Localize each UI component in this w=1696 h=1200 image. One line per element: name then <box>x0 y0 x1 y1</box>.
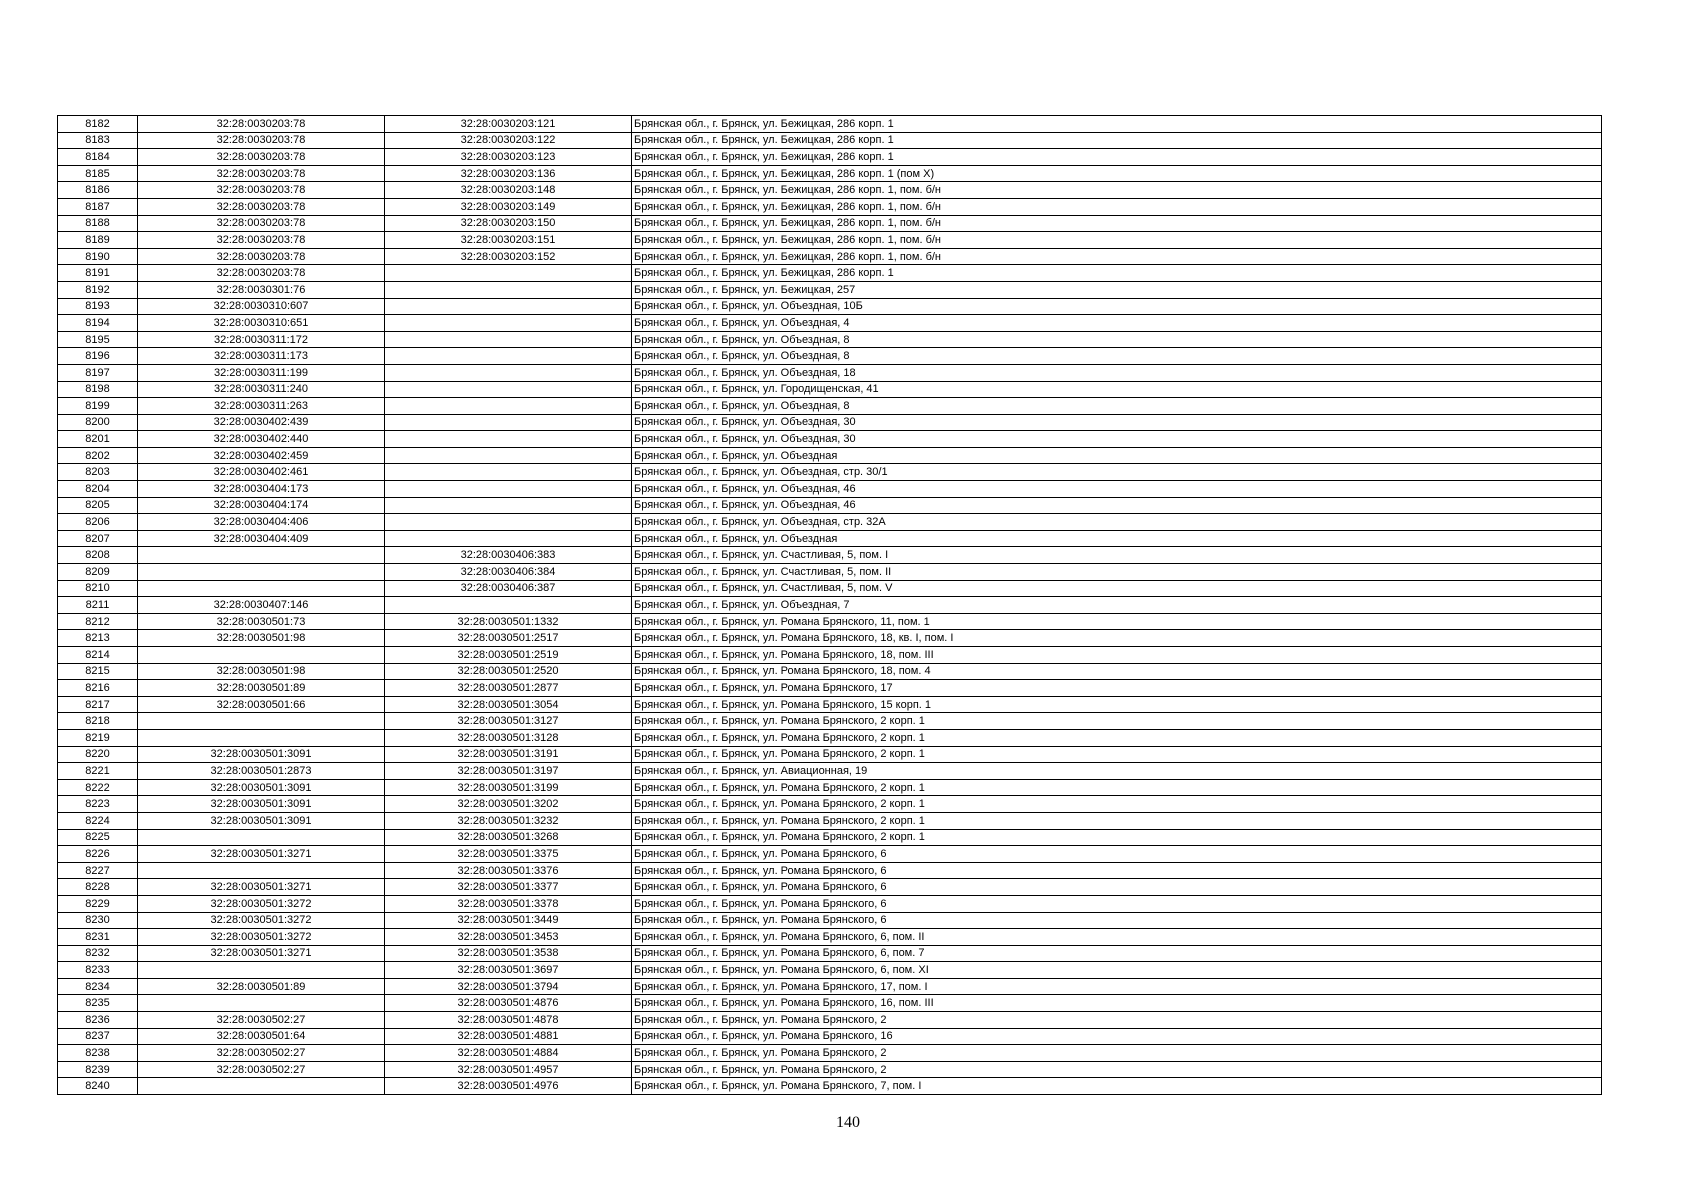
land-cadastral-number-cell: 32:28:0030501:98 <box>138 663 385 680</box>
object-cadastral-number-cell: 32:28:0030203:122 <box>385 132 632 149</box>
table-row <box>58 846 1602 863</box>
table-row <box>58 215 1602 232</box>
address-cell: Брянская обл., г. Брянск, ул. Романа Брянского, 6 <box>632 879 1602 896</box>
address-cell: Брянская обл., г. Брянск, ул. Бежицкая, 286 корп. 1, пом. б/н <box>632 232 1602 249</box>
land-cadastral-number-cell <box>138 713 385 730</box>
object-cadastral-number-cell: 32:28:0030203:123 <box>385 149 632 166</box>
table-row <box>58 232 1602 249</box>
land-cadastral-number-cell <box>138 995 385 1012</box>
address-cell: Брянская обл., г. Брянск, ул. Романа Брянского, 15 корп. 1 <box>632 696 1602 713</box>
object-cadastral-number-cell <box>385 331 632 348</box>
row-number-cell: 8220 <box>58 746 138 763</box>
row-number-cell: 8228 <box>58 879 138 896</box>
table-row <box>58 414 1602 431</box>
object-cadastral-number-cell <box>385 431 632 448</box>
land-cadastral-number-cell: 32:28:0030501:3271 <box>138 945 385 962</box>
object-cadastral-number-cell: 32:28:0030406:387 <box>385 580 632 597</box>
row-number-cell: 8205 <box>58 497 138 514</box>
object-cadastral-number-cell: 32:28:0030501:3127 <box>385 713 632 730</box>
address-cell: Брянская обл., г. Брянск, ул. Романа Брянского, 2 <box>632 1061 1602 1078</box>
land-cadastral-number-cell: 32:28:0030203:78 <box>138 182 385 199</box>
land-cadastral-number-cell: 32:28:0030311:240 <box>138 381 385 398</box>
land-cadastral-number-cell: 32:28:0030501:3272 <box>138 912 385 929</box>
object-cadastral-number-cell <box>385 281 632 298</box>
land-cadastral-number-cell: 32:28:0030203:78 <box>138 149 385 166</box>
address-cell: Брянская обл., г. Брянск, ул. Романа Брянского, 2 <box>632 1012 1602 1029</box>
object-cadastral-number-cell <box>385 414 632 431</box>
row-number-cell: 8202 <box>58 447 138 464</box>
land-cadastral-number-cell: 32:28:0030501:3272 <box>138 895 385 912</box>
table-row <box>58 912 1602 929</box>
object-cadastral-number-cell: 32:28:0030501:3376 <box>385 862 632 879</box>
address-cell: Брянская обл., г. Брянск, ул. Объездная, 10Б <box>632 298 1602 315</box>
land-cadastral-number-cell: 32:28:0030402:439 <box>138 414 385 431</box>
address-cell: Брянская обл., г. Брянск, ул. Романа Брянского, 16, пом. III <box>632 995 1602 1012</box>
row-number-cell: 8196 <box>58 348 138 365</box>
object-cadastral-number-cell <box>385 530 632 547</box>
object-cadastral-number-cell: 32:28:0030203:148 <box>385 182 632 199</box>
address-cell: Брянская обл., г. Брянск, ул. Объездная, 30 <box>632 414 1602 431</box>
address-cell: Брянская обл., г. Брянск, ул. Объездная, 4 <box>632 315 1602 332</box>
land-cadastral-number-cell: 32:28:0030501:98 <box>138 630 385 647</box>
object-cadastral-number-cell: 32:28:0030501:4878 <box>385 1012 632 1029</box>
land-cadastral-number-cell <box>138 580 385 597</box>
row-number-cell: 8240 <box>58 1078 138 1095</box>
object-cadastral-number-cell: 32:28:0030501:3375 <box>385 846 632 863</box>
object-cadastral-number-cell <box>385 265 632 282</box>
row-number-cell: 8195 <box>58 331 138 348</box>
row-number-cell: 8199 <box>58 398 138 415</box>
land-cadastral-number-cell: 32:28:0030407:146 <box>138 597 385 614</box>
row-number-cell: 8193 <box>58 298 138 315</box>
land-cadastral-number-cell: 32:28:0030501:3271 <box>138 879 385 896</box>
row-number-cell: 8211 <box>58 597 138 614</box>
object-cadastral-number-cell <box>385 298 632 315</box>
table-row <box>58 1012 1602 1029</box>
table-row <box>58 763 1602 780</box>
row-number-cell: 8235 <box>58 995 138 1012</box>
row-number-cell: 8217 <box>58 696 138 713</box>
table-row <box>58 182 1602 199</box>
land-cadastral-number-cell: 32:28:0030501:3271 <box>138 846 385 863</box>
table-row <box>58 1045 1602 1062</box>
table-row <box>58 680 1602 697</box>
land-cadastral-number-cell: 32:28:0030203:78 <box>138 248 385 265</box>
land-cadastral-number-cell: 32:28:0030203:78 <box>138 198 385 215</box>
row-number-cell: 8223 <box>58 796 138 813</box>
row-number-cell: 8232 <box>58 945 138 962</box>
land-cadastral-number-cell: 32:28:0030501:3272 <box>138 929 385 946</box>
object-cadastral-number-cell: 32:28:0030203:150 <box>385 215 632 232</box>
object-cadastral-number-cell: 32:28:0030501:4876 <box>385 995 632 1012</box>
table-body <box>58 116 1602 1095</box>
address-cell: Брянская обл., г. Брянск, ул. Романа Брянского, 17, пом. I <box>632 978 1602 995</box>
row-number-cell: 8231 <box>58 929 138 946</box>
table-row <box>58 514 1602 531</box>
land-cadastral-number-cell: 32:28:0030501:64 <box>138 1028 385 1045</box>
object-cadastral-number-cell: 32:28:0030501:3794 <box>385 978 632 995</box>
address-cell: Брянская обл., г. Брянск, ул. Бежицкая, 286 корп. 1 <box>632 132 1602 149</box>
land-cadastral-number-cell: 32:28:0030402:461 <box>138 464 385 481</box>
address-cell: Брянская обл., г. Брянск, ул. Романа Брянского, 2 корп. 1 <box>632 713 1602 730</box>
address-cell: Брянская обл., г. Брянск, ул. Объездная, 30 <box>632 431 1602 448</box>
table-row <box>58 298 1602 315</box>
cadastral-table <box>57 115 1602 1095</box>
table-row <box>58 364 1602 381</box>
table-row <box>58 149 1602 166</box>
row-number-cell: 8198 <box>58 381 138 398</box>
row-number-cell: 8237 <box>58 1028 138 1045</box>
object-cadastral-number-cell <box>385 497 632 514</box>
object-cadastral-number-cell: 32:28:0030406:384 <box>385 564 632 581</box>
object-cadastral-number-cell: 32:28:0030501:3268 <box>385 829 632 846</box>
table-row <box>58 547 1602 564</box>
object-cadastral-number-cell <box>385 481 632 498</box>
land-cadastral-number-cell: 32:28:0030501:66 <box>138 696 385 713</box>
table-row <box>58 447 1602 464</box>
row-number-cell: 8186 <box>58 182 138 199</box>
row-number-cell: 8221 <box>58 763 138 780</box>
row-number-cell: 8191 <box>58 265 138 282</box>
land-cadastral-number-cell: 32:28:0030311:263 <box>138 398 385 415</box>
row-number-cell: 8224 <box>58 812 138 829</box>
row-number-cell: 8189 <box>58 232 138 249</box>
table-row <box>58 265 1602 282</box>
table-row <box>58 580 1602 597</box>
land-cadastral-number-cell: 32:28:0030501:3091 <box>138 812 385 829</box>
land-cadastral-number-cell: 32:28:0030501:3091 <box>138 796 385 813</box>
row-number-cell: 8236 <box>58 1012 138 1029</box>
address-cell: Брянская обл., г. Брянск, ул. Романа Брянского, 6 <box>632 846 1602 863</box>
table-row <box>58 962 1602 979</box>
land-cadastral-number-cell: 32:28:0030501:2873 <box>138 763 385 780</box>
object-cadastral-number-cell: 32:28:0030501:4976 <box>385 1078 632 1095</box>
address-cell: Брянская обл., г. Брянск, ул. Объездная, 46 <box>632 481 1602 498</box>
address-cell: Брянская обл., г. Брянск, ул. Романа Брянского, 18, пом. III <box>632 647 1602 664</box>
table-row <box>58 132 1602 149</box>
object-cadastral-number-cell: 32:28:0030203:151 <box>385 232 632 249</box>
address-cell: Брянская обл., г. Брянск, ул. Романа Брянского, 11, пом. 1 <box>632 613 1602 630</box>
land-cadastral-number-cell: 32:28:0030502:27 <box>138 1045 385 1062</box>
address-cell: Брянская обл., г. Брянск, ул. Бежицкая, 286 корп. 1 <box>632 116 1602 133</box>
table-row <box>58 796 1602 813</box>
land-cadastral-number-cell <box>138 729 385 746</box>
object-cadastral-number-cell: 32:28:0030501:3453 <box>385 929 632 946</box>
row-number-cell: 8209 <box>58 564 138 581</box>
land-cadastral-number-cell: 32:28:0030310:651 <box>138 315 385 332</box>
address-cell: Брянская обл., г. Брянск, ул. Бежицкая, 286 корп. 1, пом. б/н <box>632 248 1602 265</box>
address-cell: Брянская обл., г. Брянск, ул. Счастливая, 5, пом. II <box>632 564 1602 581</box>
row-number-cell: 8212 <box>58 613 138 630</box>
object-cadastral-number-cell: 32:28:0030501:2877 <box>385 680 632 697</box>
table-row <box>58 945 1602 962</box>
address-cell: Брянская обл., г. Брянск, ул. Романа Брянского, 6, пом. II <box>632 929 1602 946</box>
address-cell: Брянская обл., г. Брянск, ул. Бежицкая, 286 корп. 1 <box>632 149 1602 166</box>
address-cell: Брянская обл., г. Брянск, ул. Объездная, 8 <box>632 398 1602 415</box>
address-cell: Брянская обл., г. Брянск, ул. Романа Брянского, 6 <box>632 912 1602 929</box>
object-cadastral-number-cell: 32:28:0030203:136 <box>385 165 632 182</box>
land-cadastral-number-cell <box>138 564 385 581</box>
row-number-cell: 8182 <box>58 116 138 133</box>
row-number-cell: 8206 <box>58 514 138 531</box>
address-cell: Брянская обл., г. Брянск, ул. Объездная, стр. 30/1 <box>632 464 1602 481</box>
row-number-cell: 8194 <box>58 315 138 332</box>
address-cell: Брянская обл., г. Брянск, ул. Романа Брянского, 17 <box>632 680 1602 697</box>
address-cell: Брянская обл., г. Брянск, ул. Романа Брянского, 6 <box>632 862 1602 879</box>
object-cadastral-number-cell <box>385 381 632 398</box>
row-number-cell: 8197 <box>58 364 138 381</box>
address-cell: Брянская обл., г. Брянск, ул. Бежицкая, 286 корп. 1 (пом X) <box>632 165 1602 182</box>
object-cadastral-number-cell <box>385 464 632 481</box>
land-cadastral-number-cell: 32:28:0030402:459 <box>138 447 385 464</box>
row-number-cell: 8188 <box>58 215 138 232</box>
address-cell: Брянская обл., г. Брянск, ул. Романа Брянского, 18, кв. I, пом. I <box>632 630 1602 647</box>
land-cadastral-number-cell: 32:28:0030203:78 <box>138 232 385 249</box>
address-cell: Брянская обл., г. Брянск, ул. Бежицкая, 286 корп. 1, пом. б/н <box>632 182 1602 199</box>
object-cadastral-number-cell: 32:28:0030203:121 <box>385 116 632 133</box>
row-number-cell: 8190 <box>58 248 138 265</box>
object-cadastral-number-cell: 32:28:0030501:3197 <box>385 763 632 780</box>
address-cell: Брянская обл., г. Брянск, ул. Романа Брянского, 2 корп. 1 <box>632 829 1602 846</box>
land-cadastral-number-cell <box>138 862 385 879</box>
row-number-cell: 8183 <box>58 132 138 149</box>
address-cell: Брянская обл., г. Брянск, ул. Городищенская, 41 <box>632 381 1602 398</box>
row-number-cell: 8216 <box>58 680 138 697</box>
address-cell: Брянская обл., г. Брянск, ул. Объездная, 7 <box>632 597 1602 614</box>
table-row <box>58 597 1602 614</box>
row-number-cell: 8192 <box>58 281 138 298</box>
row-number-cell: 8230 <box>58 912 138 929</box>
object-cadastral-number-cell: 32:28:0030501:2519 <box>385 647 632 664</box>
land-cadastral-number-cell: 32:28:0030301:76 <box>138 281 385 298</box>
table-row <box>58 116 1602 133</box>
table-row <box>58 729 1602 746</box>
table-row <box>58 696 1602 713</box>
object-cadastral-number-cell: 32:28:0030501:3199 <box>385 779 632 796</box>
table-row <box>58 331 1602 348</box>
object-cadastral-number-cell: 32:28:0030501:3232 <box>385 812 632 829</box>
object-cadastral-number-cell: 32:28:0030203:149 <box>385 198 632 215</box>
object-cadastral-number-cell: 32:28:0030501:3377 <box>385 879 632 896</box>
row-number-cell: 8203 <box>58 464 138 481</box>
table-row <box>58 348 1602 365</box>
object-cadastral-number-cell: 32:28:0030406:383 <box>385 547 632 564</box>
object-cadastral-number-cell: 32:28:0030501:4884 <box>385 1045 632 1062</box>
table-row <box>58 829 1602 846</box>
row-number-cell: 8227 <box>58 862 138 879</box>
table-row <box>58 165 1602 182</box>
table-row <box>58 647 1602 664</box>
row-number-cell: 8215 <box>58 663 138 680</box>
table-row <box>58 431 1602 448</box>
land-cadastral-number-cell <box>138 547 385 564</box>
table-row <box>58 929 1602 946</box>
table-row <box>58 381 1602 398</box>
land-cadastral-number-cell: 32:28:0030402:440 <box>138 431 385 448</box>
address-cell: Брянская обл., г. Брянск, ул. Объездная, 18 <box>632 364 1602 381</box>
address-cell: Брянская обл., г. Брянск, ул. Романа Брянского, 2 корп. 1 <box>632 729 1602 746</box>
table-row <box>58 564 1602 581</box>
object-cadastral-number-cell <box>385 348 632 365</box>
object-cadastral-number-cell: 32:28:0030501:3128 <box>385 729 632 746</box>
row-number-cell: 8219 <box>58 729 138 746</box>
row-number-cell: 8204 <box>58 481 138 498</box>
table-row <box>58 481 1602 498</box>
table-row <box>58 713 1602 730</box>
land-cadastral-number-cell: 32:28:0030404:406 <box>138 514 385 531</box>
row-number-cell: 8229 <box>58 895 138 912</box>
land-cadastral-number-cell: 32:28:0030311:172 <box>138 331 385 348</box>
row-number-cell: 8218 <box>58 713 138 730</box>
address-cell: Брянская обл., г. Брянск, ул. Объездная <box>632 530 1602 547</box>
table-row <box>58 198 1602 215</box>
page-number: 140 <box>836 1114 860 1131</box>
address-cell: Брянская обл., г. Брянск, ул. Романа Брянского, 18, пом. 4 <box>632 663 1602 680</box>
address-cell: Брянская обл., г. Брянск, ул. Счастливая, 5, пом. V <box>632 580 1602 597</box>
object-cadastral-number-cell <box>385 597 632 614</box>
land-cadastral-number-cell: 32:28:0030203:78 <box>138 215 385 232</box>
table-row <box>58 630 1602 647</box>
land-cadastral-number-cell: 32:28:0030203:78 <box>138 132 385 149</box>
land-cadastral-number-cell: 32:28:0030311:199 <box>138 364 385 381</box>
land-cadastral-number-cell: 32:28:0030501:73 <box>138 613 385 630</box>
land-cadastral-number-cell <box>138 829 385 846</box>
address-cell: Брянская обл., г. Брянск, ул. Романа Брянского, 2 корп. 1 <box>632 746 1602 763</box>
land-cadastral-number-cell: 32:28:0030502:27 <box>138 1061 385 1078</box>
row-number-cell: 8210 <box>58 580 138 597</box>
row-number-cell: 8185 <box>58 165 138 182</box>
table-row <box>58 978 1602 995</box>
row-number-cell: 8184 <box>58 149 138 166</box>
row-number-cell: 8238 <box>58 1045 138 1062</box>
address-cell: Брянская обл., г. Брянск, ул. Романа Брянского, 2 корп. 1 <box>632 796 1602 813</box>
land-cadastral-number-cell: 32:28:0030203:78 <box>138 116 385 133</box>
table-row <box>58 1061 1602 1078</box>
address-cell: Брянская обл., г. Брянск, ул. Бежицкая, 286 корп. 1, пом. б/н <box>632 215 1602 232</box>
address-cell: Брянская обл., г. Брянск, ул. Романа Брянского, 6, пом. XI <box>632 962 1602 979</box>
table-row <box>58 1028 1602 1045</box>
address-cell: Брянская обл., г. Брянск, ул. Романа Брянского, 6 <box>632 895 1602 912</box>
land-cadastral-number-cell: 32:28:0030501:3091 <box>138 779 385 796</box>
row-number-cell: 8187 <box>58 198 138 215</box>
object-cadastral-number-cell: 32:28:0030501:1332 <box>385 613 632 630</box>
land-cadastral-number-cell: 32:28:0030501:89 <box>138 978 385 995</box>
row-number-cell: 8213 <box>58 630 138 647</box>
row-number-cell: 8207 <box>58 530 138 547</box>
address-cell: Брянская обл., г. Брянск, ул. Счастливая, 5, пом. I <box>632 547 1602 564</box>
address-cell: Брянская обл., г. Брянск, ул. Объездная, 8 <box>632 348 1602 365</box>
object-cadastral-number-cell <box>385 398 632 415</box>
address-cell: Брянская обл., г. Брянск, ул. Объездная, 46 <box>632 497 1602 514</box>
table-row <box>58 464 1602 481</box>
land-cadastral-number-cell <box>138 1078 385 1095</box>
table-row <box>58 995 1602 1012</box>
row-number-cell: 8200 <box>58 414 138 431</box>
table-row <box>58 1078 1602 1095</box>
land-cadastral-number-cell: 32:28:0030404:409 <box>138 530 385 547</box>
table-row <box>58 663 1602 680</box>
address-cell: Брянская обл., г. Брянск, ул. Романа Брянского, 2 <box>632 1045 1602 1062</box>
object-cadastral-number-cell: 32:28:0030203:152 <box>385 248 632 265</box>
address-cell: Брянская обл., г. Брянск, ул. Объездная, стр. 32А <box>632 514 1602 531</box>
address-cell: Брянская обл., г. Брянск, ул. Объездная <box>632 447 1602 464</box>
object-cadastral-number-cell: 32:28:0030501:3054 <box>385 696 632 713</box>
land-cadastral-number-cell <box>138 962 385 979</box>
address-cell: Брянская обл., г. Брянск, ул. Романа Брянского, 6, пом. 7 <box>632 945 1602 962</box>
object-cadastral-number-cell: 32:28:0030501:4957 <box>385 1061 632 1078</box>
object-cadastral-number-cell: 32:28:0030501:4881 <box>385 1028 632 1045</box>
address-cell: Брянская обл., г. Брянск, ул. Романа Брянского, 16 <box>632 1028 1602 1045</box>
row-number-cell: 8226 <box>58 846 138 863</box>
table-row <box>58 879 1602 896</box>
land-cadastral-number-cell: 32:28:0030310:607 <box>138 298 385 315</box>
object-cadastral-number-cell: 32:28:0030501:3538 <box>385 945 632 962</box>
address-cell: Брянская обл., г. Брянск, ул. Бежицкая, 257 <box>632 281 1602 298</box>
address-cell: Брянская обл., г. Брянск, ул. Бежицкая, 286 корп. 1, пом. б/н <box>632 198 1602 215</box>
row-number-cell: 8239 <box>58 1061 138 1078</box>
address-cell: Брянская обл., г. Брянск, ул. Бежицкая, 286 корп. 1 <box>632 265 1602 282</box>
object-cadastral-number-cell: 32:28:0030501:2517 <box>385 630 632 647</box>
row-number-cell: 8225 <box>58 829 138 846</box>
object-cadastral-number-cell: 32:28:0030501:3378 <box>385 895 632 912</box>
address-cell: Брянская обл., г. Брянск, ул. Романа Брянского, 2 корп. 1 <box>632 812 1602 829</box>
table-row <box>58 862 1602 879</box>
row-number-cell: 8233 <box>58 962 138 979</box>
object-cadastral-number-cell: 32:28:0030501:3191 <box>385 746 632 763</box>
object-cadastral-number-cell: 32:28:0030501:3449 <box>385 912 632 929</box>
object-cadastral-number-cell <box>385 364 632 381</box>
address-cell: Брянская обл., г. Брянск, ул. Авиационная, 19 <box>632 763 1602 780</box>
table-row <box>58 281 1602 298</box>
table-row <box>58 497 1602 514</box>
table-row <box>58 398 1602 415</box>
land-cadastral-number-cell: 32:28:0030203:78 <box>138 165 385 182</box>
address-cell: Брянская обл., г. Брянск, ул. Романа Брянского, 2 корп. 1 <box>632 779 1602 796</box>
table-row <box>58 315 1602 332</box>
object-cadastral-number-cell <box>385 447 632 464</box>
table-row <box>58 248 1602 265</box>
address-cell: Брянская обл., г. Брянск, ул. Объездная, 8 <box>632 331 1602 348</box>
row-number-cell: 8234 <box>58 978 138 995</box>
table-row <box>58 613 1602 630</box>
land-cadastral-number-cell: 32:28:0030501:89 <box>138 680 385 697</box>
row-number-cell: 8201 <box>58 431 138 448</box>
land-cadastral-number-cell <box>138 647 385 664</box>
object-cadastral-number-cell: 32:28:0030501:3697 <box>385 962 632 979</box>
object-cadastral-number-cell <box>385 315 632 332</box>
row-number-cell: 8222 <box>58 779 138 796</box>
row-number-cell: 8208 <box>58 547 138 564</box>
table-row <box>58 895 1602 912</box>
land-cadastral-number-cell: 32:28:0030311:173 <box>138 348 385 365</box>
object-cadastral-number-cell: 32:28:0030501:2520 <box>385 663 632 680</box>
row-number-cell: 8214 <box>58 647 138 664</box>
land-cadastral-number-cell: 32:28:0030502:27 <box>138 1012 385 1029</box>
address-cell: Брянская обл., г. Брянск, ул. Романа Брянского, 7, пом. I <box>632 1078 1602 1095</box>
land-cadastral-number-cell: 32:28:0030404:174 <box>138 497 385 514</box>
table-row <box>58 812 1602 829</box>
land-cadastral-number-cell: 32:28:0030404:173 <box>138 481 385 498</box>
land-cadastral-number-cell: 32:28:0030501:3091 <box>138 746 385 763</box>
object-cadastral-number-cell <box>385 514 632 531</box>
table-row <box>58 779 1602 796</box>
table-row <box>58 530 1602 547</box>
object-cadastral-number-cell: 32:28:0030501:3202 <box>385 796 632 813</box>
land-cadastral-number-cell: 32:28:0030203:78 <box>138 265 385 282</box>
table-row <box>58 746 1602 763</box>
